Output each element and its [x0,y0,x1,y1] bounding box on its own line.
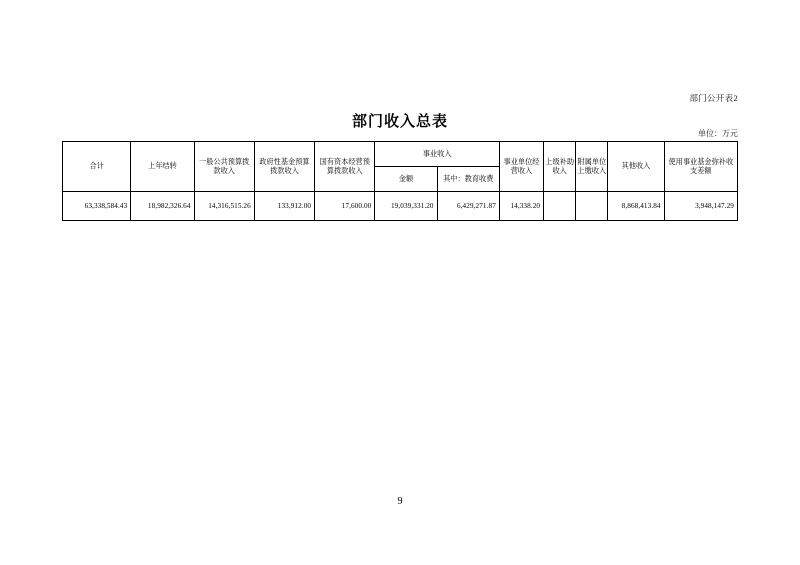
col-header-business-income-education: 其中：教育收费 [437,167,499,192]
cell-superior-subsidy-income [544,192,576,221]
cell-use-of-carryover-balance: 3,948,147.29 [664,192,737,221]
cell-other-income: 8,868,413.84 [608,192,664,221]
form-corner-label: 部门公开表2 [689,93,738,103]
col-header-use-of-carryover-balance: 使用事业基金弥补收支差额 [664,142,737,192]
col-header-business-income-amount: 金额 [375,167,437,192]
cell-state-capital-budget: 17,600.00 [315,192,375,221]
col-header-general-public-budget: 一般公共预算拨款收入 [194,142,254,192]
col-header-affiliated-unit-income: 附属单位上缴收入 [576,142,608,192]
col-header-other-income: 其他收入 [608,142,664,192]
unit-note: 单位：万元 [698,129,738,138]
cell-business-income-education: 6,429,271.87 [437,192,499,221]
col-header-business-income-group: 事业收入 [375,142,500,167]
table-row [63,192,738,221]
page-title: 部门收入总表 [351,114,448,130]
col-header-prev-year-carryover: 上年结转 [131,142,194,192]
income-summary-table-wrapper [62,141,738,221]
cell-affiliated-unit-income [576,192,608,221]
cell-government-fund-budget: 133,912.00 [254,192,314,221]
table-header-row-1 [63,142,738,167]
col-header-state-capital-budget: 国有资本经营预算拨款收入 [315,142,375,192]
cell-total: 63,338,584.43 [63,192,131,221]
cell-business-income-amount: 19,039,331.20 [375,192,437,221]
col-header-superior-subsidy-income: 上级补助收入 [544,142,576,192]
income-summary-table [62,141,738,221]
cell-business-unit-operating-income: 14,338.20 [499,192,543,221]
cell-prev-year-carryover: 18,982,326.64 [131,192,194,221]
cell-general-public-budget: 14,316,515.26 [194,192,254,221]
col-header-business-unit-operating-income: 事业单位经营收入 [499,142,543,192]
col-header-total: 合计 [63,142,131,192]
col-header-government-fund-budget: 政府性基金预算拨款收入 [254,142,314,192]
page-number: 9 [397,496,403,507]
